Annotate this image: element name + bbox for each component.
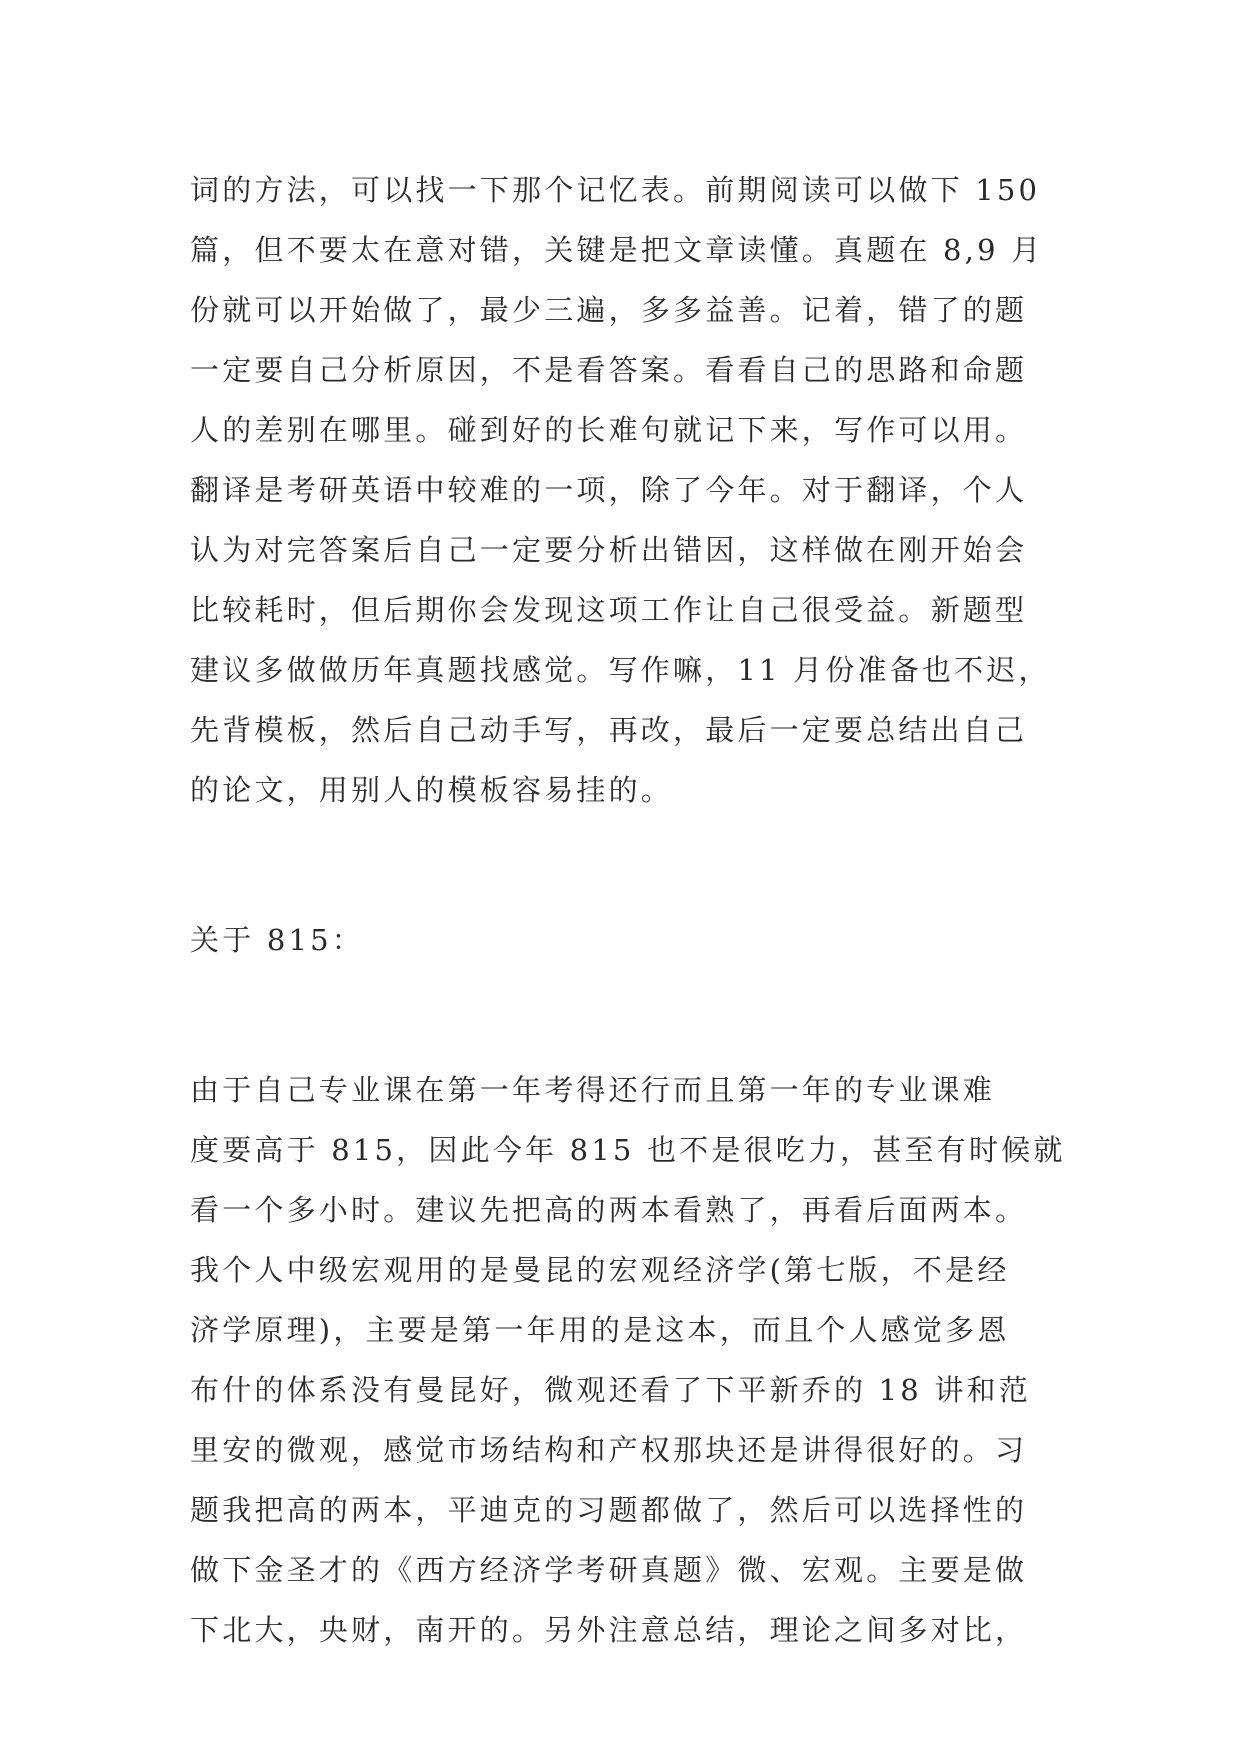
text-line: 先背模板，然后自己动手写，再改，最后一定要总结出自己 — [190, 713, 1028, 747]
text-line: 题我把高的两本，平迪克的习题都做了，然后可以选择性的 — [190, 1493, 1028, 1527]
text-line: 一定要自己分析原因，不是看答案。看看自己的思路和命题 — [190, 353, 1028, 387]
text-line: 布什的体系没有曼昆好，微观还看了下平新乔的 18 讲和范 — [190, 1373, 1031, 1407]
text-line: 的论文，用别人的模板容易挂的。 — [190, 773, 674, 807]
text-line: 篇，但不要太在意对错，关键是把文章读懂。真题在 8,9 月 — [190, 233, 1044, 267]
text-line: 人的差别在哪里。碰到好的长难句就记下来，写作可以用。 — [190, 413, 1028, 447]
paragraph-spacer — [190, 970, 1070, 1060]
text-line: 词的方法，可以找一下那个记忆表。前期阅读可以做下 150 — [190, 173, 1041, 207]
text-line: 里安的微观，感觉市场结构和产权那块还是讲得很好的。习 — [190, 1433, 1028, 1467]
text-line: 建议多做做历年真题找感觉。写作嘛，11 月份准备也不迟， — [190, 653, 1051, 687]
paragraph-spacer — [190, 820, 1070, 910]
paragraph-815-study — [190, 1060, 1070, 1660]
text-line: 看一个多小时。建议先把高的两本看熟了，再看后面两本。 — [190, 1193, 1028, 1227]
text-line: 我个人中级宏观用的是曼昆的宏观经济学(第七版，不是经 — [190, 1253, 1010, 1287]
text-line: 做下金圣才的《西方经济学考研真题》微、宏观。主要是做 — [190, 1553, 1028, 1587]
text-line: 济学原理)，主要是第一年用的是这本，而且个人感觉多恩 — [190, 1313, 1010, 1347]
text-line: 份就可以开始做了，最少三遍，多多益善。记着，错了的题 — [190, 293, 1028, 327]
text-line: 翻译是考研英语中较难的一项，除了今年。对于翻译，个人 — [190, 473, 1028, 507]
text-line: 由于自己专业课在第一年考得还行而且第一年的专业课难 — [190, 1073, 996, 1107]
text-line: 度要高于 815，因此今年 815 也不是很吃力，甚至有时候就 — [190, 1133, 1066, 1167]
document-body — [190, 160, 1070, 1660]
text-line: 比较耗时，但后期你会发现这项工作让自己很受益。新题型 — [190, 593, 1028, 627]
paragraph-english-study — [190, 160, 1070, 820]
section-heading: 关于 815： — [190, 923, 364, 957]
text-line: 认为对完答案后自己一定要分析出错因，这样做在刚开始会 — [190, 533, 1028, 567]
text-line: 下北大，央财，南开的。另外注意总结，理论之间多对比， — [190, 1613, 1028, 1647]
